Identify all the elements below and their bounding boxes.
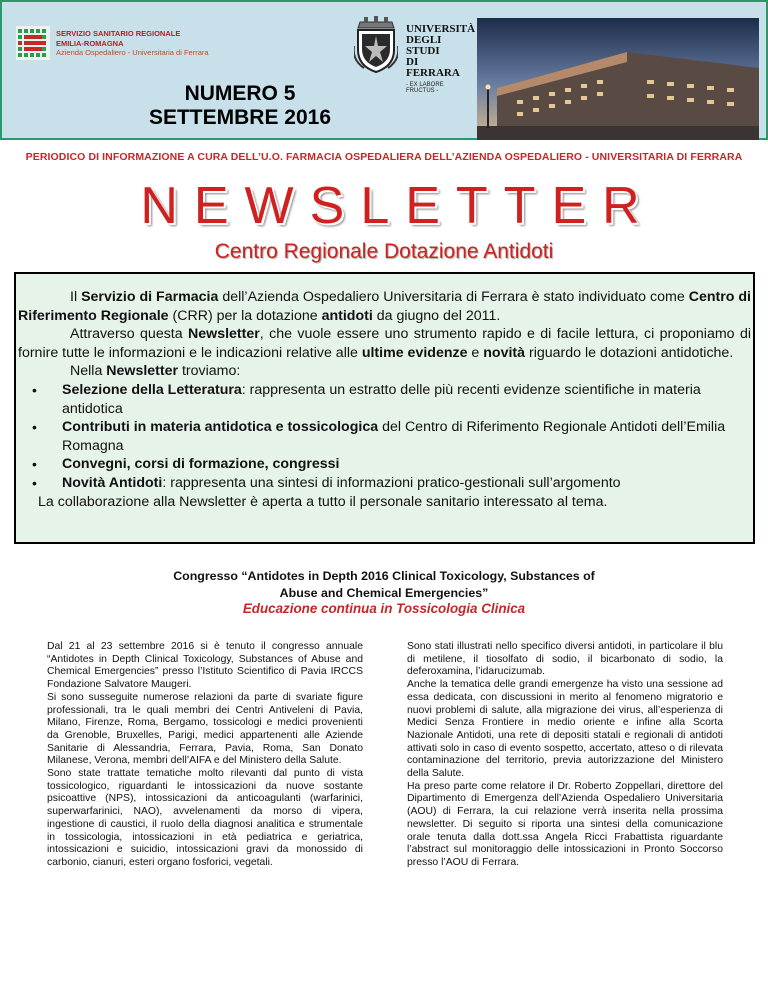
collaboration-note: La collaborazione alla Newsletter è aperta a tutto il personale sanitario interessato al tema. — [38, 493, 608, 510]
text: da giugno del 2011. — [372, 307, 501, 324]
article-paragraph: Dal 21 al 23 settembre 2016 si è tenuto il congresso annuale “Antidotes in Depth Clinical Toxicology, Substances of Abuse and Chemical Emergencies” presso l’Istituto Scientifico di Pavia IRCCS Fondazione Salvatore Maugeri. — [47, 641, 363, 691]
intro-box — [14, 272, 755, 544]
congress-subtitle: Educazione continua in Tossicologia Clinica — [242, 601, 526, 616]
list-item — [18, 455, 751, 474]
intro-paragraph-3 — [18, 362, 751, 381]
text: : rappresenta una sintesi di informazioni pratico-gestionali sull’argomento — [162, 474, 621, 491]
text: Nella — [70, 363, 107, 380]
text: e — [467, 344, 484, 361]
article-paragraph: Si sono susseguite numerose relazioni da parte di svariate figure professionali, tra le quali membri dei Centri Antiveleni di Pavia, Milano, Firenze, Roma, Bergamo, tossicologi e medici provenienti da Grenoble, Bruxelles, Parigi, medici appartenenti alle Aziende Sanitarie di Alessandria, Ferrara, Pavia, Roma, San Donato Milanese, Verona, membri dell’AIFA e del Ministero della Salute. — [47, 691, 363, 767]
text: , che vuole essere uno strumento rapido e di facile lettura, ci proponiamo di fornire tutte le informazioni e le indicazioni relative alle — [18, 326, 751, 361]
regional-health-service-logo — [16, 26, 50, 60]
issue-info — [120, 82, 360, 130]
text: dell’Azienda Ospedaliero Universitaria di Ferrara è stato individuato come — [218, 289, 689, 305]
bold-text: Newsletter — [188, 326, 260, 343]
uni-motto: - EX LABORE FRUCTUS - — [406, 82, 444, 94]
article-paragraph: Sono stati illustrati nello specifico diversi antidoti, in particolare il blu di metilene, il tiosolfato di sodio, il bicarbonato di sodio, la deferoxamina, l’idarucizumab. — [407, 641, 723, 678]
uni-line1: UNIVERSITÀ — [406, 23, 476, 35]
uni-line2: DEGLI STUDI — [406, 34, 442, 57]
masthead — [0, 0, 768, 140]
hospital-building-photo — [477, 18, 759, 140]
bold-text: Contributi in materia antidotica e tossicologica — [62, 419, 379, 436]
periodical-tagline: PERIODICO DI INFORMAZIONE A CURA DELL’U.O. FARMACIA OSPEDALIERA DELL’AZIENDA OSPEDALIERO - UNIVERSITARIA DI FERRARA — [25, 151, 743, 163]
article-paragraph: Sono state trattate tematiche molto rilevanti dal punto di vista tossicologico, riguardanti le intossicazioni da nuove sostante psicoattive (NPS), intossicazioni da anticoagulanti (warfarinici, superwarfarinici, NAO), avvelenamenti da morso di vipera, ingestione di caustici, il ruolo della diagnosi analitica e strumentale in tossicologia, intossicazioni in età pediatrica e geriatrica, intossicazioni e suicidio, intossicazioni gravi da monossido di carbonio, cianuri, esteri organo fosforici, vegetali. — [47, 768, 363, 868]
article-paragraph: Anche la tematica delle grandi emergenze ha visto una sessione ad essa dedicata, con discussioni in merito al fenomeno migratorio e nuovi problemi di salute, alla migrazione dei virus, all’esperienza di Medici Senza Frontiere in medio oriente e infine alla Scorta Nazionale Antidoti, una rete di depositi statali e regionali di antidoti attivati solo in caso di evento sospetto, accertato, atteso o di rilevata contaminazione del territorio, previa autorizzazione del Ministero della Salute. — [407, 679, 723, 780]
bold-text: Servizio di Farmacia — [81, 289, 219, 305]
org-line3: Azienda Ospedaliero - Universitaria di Ferrara — [56, 48, 209, 57]
bold-text: Novità Antidoti — [62, 474, 163, 491]
contents-list — [18, 381, 751, 493]
bold-text: novità — [483, 344, 526, 361]
intro-paragraph-2 — [18, 325, 751, 362]
text: : rappresenta un estratto delle più recenti evidenze scientifiche in materia antidotica — [62, 381, 701, 417]
article-column-right — [407, 641, 723, 870]
bold-text: antidoti — [321, 307, 373, 324]
text: riguardo le dotazioni antidotiche. — [525, 344, 734, 361]
list-item — [18, 418, 751, 455]
intro-paragraph-1 — [18, 288, 751, 325]
text: Il — [70, 289, 82, 305]
regional-health-service-name — [56, 29, 209, 58]
org-line1: SERVIZIO SANITARIO REGIONALE — [56, 29, 181, 38]
bold-text: Newsletter — [106, 363, 179, 380]
text: del Centro di Riferimento Regionale Antidoti dell’Emilia Romagna — [62, 419, 726, 454]
issue-number: NUMERO 5 — [184, 82, 296, 105]
issue-date: SETTEMBRE 2016 — [148, 106, 332, 129]
text: troviamo: — [178, 363, 241, 380]
org-line2: EMILIA-ROMAGNA — [56, 38, 124, 48]
bold-text: Selezione della Letteratura — [62, 381, 242, 398]
uni-line3: DI FERRARA — [406, 56, 460, 79]
article-column-left — [47, 641, 363, 870]
text: Attraverso questa — [70, 326, 189, 343]
ferrara-crest-icon — [354, 16, 398, 74]
congress-title-line2: Abuse and Chemical Emergencies” — [279, 585, 489, 600]
newsletter-subtitle: Centro Regionale Dotazione Antidoti — [214, 240, 554, 263]
bold-text: Convegni, corsi di formazione, congressi — [62, 456, 340, 473]
list-item — [18, 381, 751, 418]
congress-title-line1: Congresso “Antidotes in Depth 2016 Clinical Toxicology, Substances of — [173, 569, 595, 583]
university-logo — [406, 23, 476, 94]
list-item — [18, 474, 751, 493]
congress-heading — [0, 568, 768, 618]
article-paragraph: Ha preso parte come relatore il Dr. Roberto Zoppellari, direttore del Dipartimento di Emergenza dell’Azienda Ospedaliero Universitaria (AOU) di Ferrara, la cui relazione verrà inserita nella prossima newsletter. Di seguito si riporta una sintesi della comunicazione orale tenuta dalla dott.ssa Angela Ricci Frabattista riguardante l’abstract sul monitoraggio delle intossicazioni in Pronto Soccorso presso l’AOU di Ferrara. — [407, 780, 723, 868]
bold-text: ultime evidenze — [361, 344, 468, 361]
bold-text: Centro di Riferimento Regionale — [18, 289, 752, 324]
text: (CRR) per la dotazione — [168, 307, 322, 324]
newsletter-title: NEWSLETTER — [140, 177, 656, 235]
